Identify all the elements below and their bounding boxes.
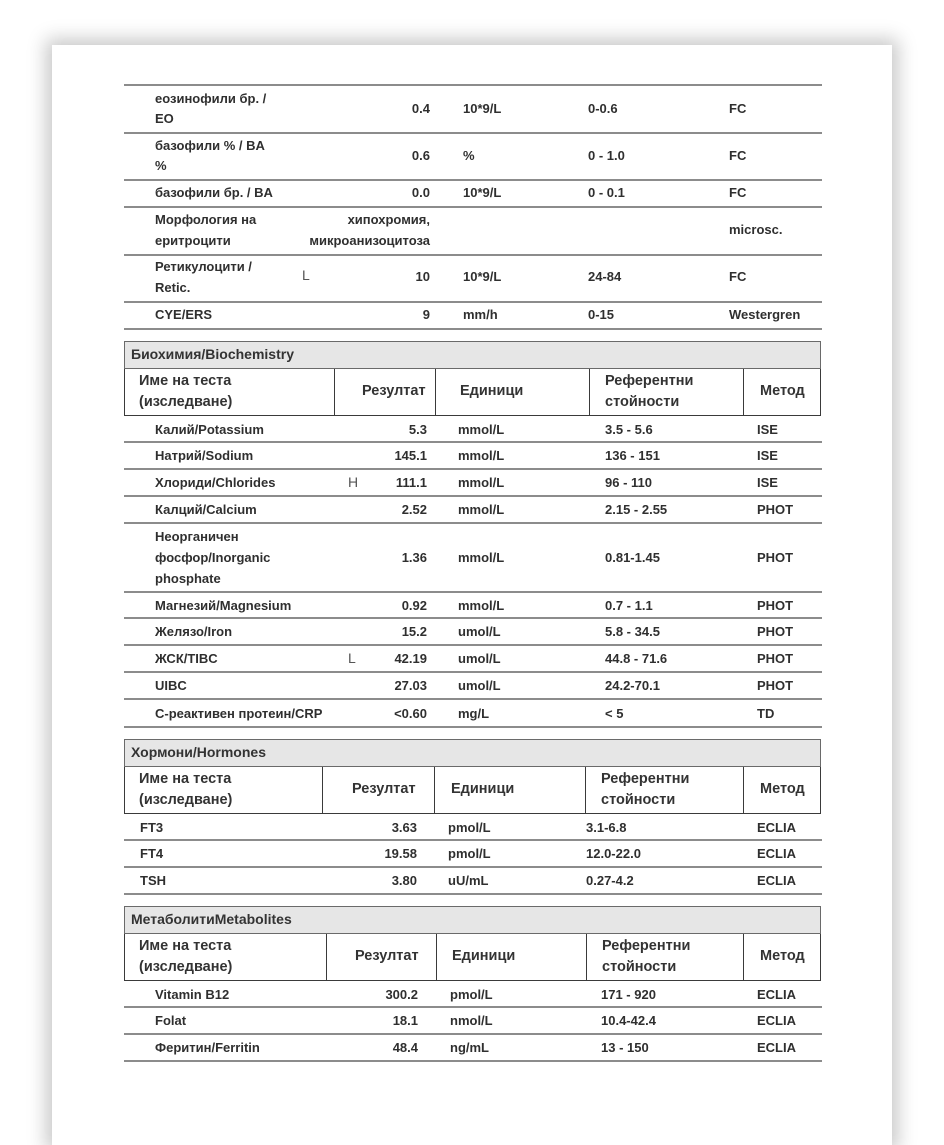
test-name: Натрий/Sodium (155, 448, 254, 463)
section-header (124, 341, 821, 369)
section-header (124, 906, 821, 934)
test-method: PHOT (757, 550, 794, 565)
test-result: 48.4 (392, 1040, 418, 1055)
test-name-cont: % (155, 158, 167, 173)
test-reference: 3.5 - 5.6 (605, 421, 653, 437)
test-result: 111.1 (395, 475, 427, 490)
test-name: FT4 (140, 846, 164, 861)
header-reference: Референтни (605, 373, 694, 389)
row-divider (124, 301, 822, 303)
test-unit: mmol/L (458, 421, 505, 437)
test-name: еозинофили бр. / (155, 91, 267, 106)
header-test-name-cont: (изследване) (139, 394, 233, 410)
test-reference: 12.0-22.0 (586, 846, 641, 861)
column-divider (743, 767, 744, 813)
test-unit: 10*9/L (463, 185, 502, 200)
test-method: FC (729, 101, 747, 116)
row-divider (124, 1033, 822, 1035)
test-unit: pmol/L (448, 819, 491, 835)
test-reference: 96 - 110 (605, 475, 652, 490)
test-method: ECLIA (757, 1040, 796, 1055)
test-name: FT3 (140, 819, 164, 835)
header-test-name-cont: (изследване) (139, 792, 233, 808)
test-reference: 3.1-6.8 (586, 819, 627, 835)
test-method: PHOT (757, 678, 794, 693)
column-divider (743, 934, 744, 980)
section-title: Биохимия/Biochemistry (131, 346, 294, 362)
test-method: microsc. (729, 222, 783, 237)
test-method: ECLIA (757, 986, 796, 1002)
section-title: МетаболитиMetabolites (131, 911, 292, 927)
header-test-name: Име на теста (139, 938, 232, 954)
row-divider (124, 206, 822, 208)
header-reference-cont: стойности (601, 792, 676, 808)
test-result: 3.63 (391, 819, 417, 835)
row-divider (124, 468, 822, 470)
header-unit: Единици (452, 948, 516, 964)
test-result: 5.3 (408, 421, 427, 437)
test-unit: 10*9/L (463, 269, 502, 284)
column-header-row (124, 369, 821, 416)
test-method: ISE (757, 475, 778, 490)
column-divider (585, 767, 586, 813)
column-divider (322, 767, 323, 813)
test-reference: 0-0.6 (588, 101, 618, 116)
test-result: 0.4 (411, 101, 430, 116)
row-divider (124, 591, 822, 593)
test-name: Калий/Potassium (155, 421, 264, 437)
test-name-cont: еритроцити (155, 233, 231, 248)
column-divider (436, 934, 437, 980)
test-result-cont: микроанизоцитоза (309, 233, 430, 248)
column-divider (589, 369, 590, 415)
test-unit: nmol/L (450, 1013, 493, 1028)
test-result: 0.6 (411, 148, 430, 163)
header-method: Метод (760, 383, 805, 399)
row-divider (124, 441, 822, 443)
row-divider (124, 328, 822, 330)
row-divider (124, 866, 822, 868)
test-reference: 171 - 920 (601, 986, 656, 1002)
test-method: ISE (757, 421, 778, 437)
test-unit: mg/L (458, 705, 490, 721)
test-result: 27.03 (394, 678, 427, 693)
test-name: Ретикулоцити / (155, 259, 252, 274)
test-reference: 44.8 - 71.6 (605, 651, 668, 666)
header-result: Резултат (355, 948, 419, 964)
test-result: 18.1 (392, 1013, 418, 1028)
test-unit: mmol/L (458, 475, 505, 490)
column-header-row (124, 767, 821, 814)
test-name: Неорганичен (155, 529, 239, 544)
test-result: 2.52 (401, 502, 427, 517)
header-unit: Единици (460, 383, 524, 399)
test-method: ECLIA (757, 873, 796, 888)
test-unit: uU/mL (448, 873, 489, 888)
test-reference: 10.4-42.4 (601, 1013, 656, 1028)
test-name: С-реактивен протеин/CRP (155, 705, 323, 721)
test-result: 300.2 (385, 986, 418, 1002)
test-name-cont: фосфор/Inorganic (155, 550, 271, 565)
test-name: Калций/Calcium (155, 502, 257, 517)
column-divider (434, 767, 435, 813)
header-method: Метод (760, 948, 805, 964)
test-unit: % (463, 148, 475, 163)
column-divider (586, 934, 587, 980)
test-name: Желязо/Iron (155, 624, 233, 639)
row-divider (124, 893, 822, 895)
test-method: ISE (757, 448, 778, 463)
test-result: 0.0 (411, 185, 430, 200)
test-reference: 136 - 151 (605, 448, 660, 463)
row-divider (124, 839, 822, 841)
header-result: Резултат (362, 383, 426, 399)
abnormal-flag: H (348, 474, 359, 490)
test-name: Феритин/Ferritin (155, 1040, 260, 1055)
test-name: Морфология на (155, 212, 257, 227)
row-divider (124, 84, 822, 86)
test-unit: umol/L (458, 651, 501, 666)
test-method: PHOT (757, 502, 794, 517)
test-method: TD (757, 705, 775, 721)
test-name: UIBC (155, 678, 187, 693)
test-method: FC (729, 185, 747, 200)
row-divider (124, 726, 822, 728)
column-divider (326, 934, 327, 980)
test-reference: 0 - 0.1 (588, 185, 625, 200)
test-name: ЖСК/TIBC (155, 651, 218, 666)
header-reference-cont: стойности (602, 959, 677, 975)
row-divider (124, 617, 822, 619)
test-result: 15.2 (401, 624, 427, 639)
test-result: 3.80 (391, 873, 417, 888)
row-divider (124, 179, 822, 181)
row-divider (124, 1006, 822, 1008)
test-unit: mmol/L (458, 550, 505, 565)
test-method: PHOT (757, 597, 794, 613)
header-test-name: Име на теста (139, 373, 232, 389)
test-reference: 5.8 - 34.5 (605, 624, 660, 639)
row-divider (124, 132, 822, 134)
test-result: 0.92 (401, 597, 427, 613)
header-result: Резултат (352, 781, 416, 797)
test-name: Folat (155, 1013, 187, 1028)
test-reference: 0-15 (588, 307, 615, 322)
test-unit: pmol/L (448, 846, 491, 861)
test-result: 1.36 (401, 550, 427, 565)
test-result: хипохромия, (347, 212, 430, 227)
test-method: FC (729, 269, 747, 284)
test-method: ECLIA (757, 1013, 796, 1028)
test-method: ECLIA (757, 846, 796, 861)
header-unit: Единици (451, 781, 515, 797)
test-name: Vitamin B12 (155, 986, 230, 1002)
row-divider (124, 671, 822, 673)
test-result: 10 (415, 269, 430, 284)
test-name: CYE/ERS (155, 307, 213, 322)
test-name: базофили бр. / BA (155, 185, 273, 200)
header-test-name-cont: (изследване) (139, 959, 233, 975)
test-reference: < 5 (605, 705, 624, 721)
abnormal-flag: L (348, 650, 356, 666)
row-divider (124, 522, 822, 524)
test-name: TSH (140, 873, 166, 888)
test-name: базофили % / BA (155, 138, 265, 153)
test-method: ECLIA (757, 819, 796, 835)
test-unit: mmol/L (458, 502, 505, 517)
test-reference: 0.27-4.2 (586, 873, 634, 888)
test-unit: mmol/L (458, 448, 505, 463)
section-header (124, 739, 821, 767)
test-result: <0.60 (394, 705, 427, 721)
test-method: PHOT (757, 651, 794, 666)
test-unit: ng/mL (450, 1040, 489, 1055)
row-divider (124, 495, 822, 497)
test-reference: 2.15 - 2.55 (605, 502, 668, 517)
test-name-cont: Retic. (155, 280, 191, 295)
column-header-row (124, 934, 821, 981)
header-reference-cont: стойности (605, 394, 680, 410)
test-method: FC (729, 148, 747, 163)
test-unit: mm/h (463, 307, 498, 322)
abnormal-flag: L (302, 267, 310, 283)
header-reference: Референтни (602, 938, 691, 954)
test-result: 9 (422, 307, 430, 322)
test-name: Хлориди/Chlorides (155, 475, 276, 490)
column-divider (743, 369, 744, 415)
test-unit: umol/L (458, 678, 501, 693)
header-test-name: Име на теста (139, 771, 232, 787)
header-reference: Референтни (601, 771, 690, 787)
test-result: 19.58 (384, 846, 417, 861)
test-unit: 10*9/L (463, 101, 502, 116)
test-result: 42.19 (394, 651, 427, 666)
section-title: Хормони/Hormones (131, 744, 266, 760)
header-method: Метод (760, 781, 805, 797)
test-reference: 0 - 1.0 (588, 148, 625, 163)
row-divider (124, 1060, 822, 1062)
test-name: Магнезий/Magnesium (155, 597, 292, 613)
test-reference: 13 - 150 (601, 1040, 649, 1055)
test-unit: pmol/L (450, 986, 493, 1002)
test-name-cont: EO (155, 111, 174, 126)
test-reference: 0.7 - 1.1 (605, 597, 653, 613)
row-divider (124, 644, 822, 646)
test-reference: 24.2-70.1 (605, 678, 660, 693)
test-method: PHOT (757, 624, 794, 639)
test-reference: 24-84 (588, 269, 622, 284)
column-divider (435, 369, 436, 415)
test-name-cont: phosphate (155, 571, 221, 586)
test-unit: umol/L (458, 624, 501, 639)
row-divider (124, 698, 822, 700)
test-reference: 0.81-1.45 (605, 550, 660, 565)
test-method: Westergren (729, 307, 801, 322)
test-unit: mmol/L (458, 597, 505, 613)
column-divider (334, 369, 335, 415)
test-result: 145.1 (394, 448, 427, 463)
